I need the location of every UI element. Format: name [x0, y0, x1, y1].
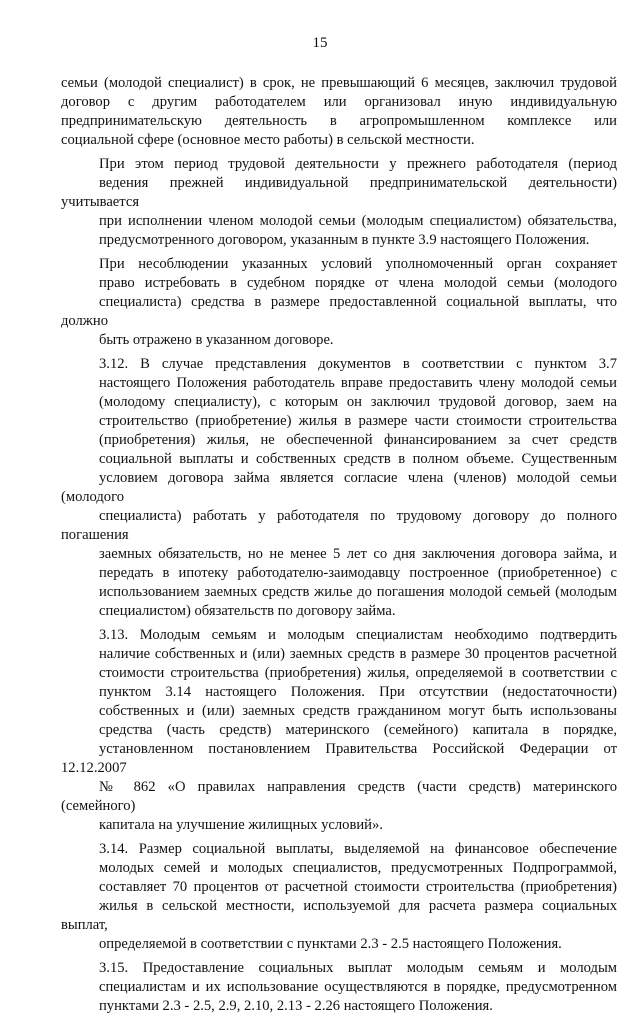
text-line: настоящего Положения работодатель вправе предоставить члену молодой семьи — [99, 375, 617, 391]
text-line: предпринимательскую деятельность в агропромышленном комплексе или — [61, 113, 617, 129]
text-line: установленном постановлением Правительства Российской Федерации от 12.12.2007 — [61, 741, 617, 776]
text-line: специалиста) работать у работодателя по трудовому договору до полного погашения — [61, 508, 617, 543]
text-line: социальной сфере (основное место работы) в сельской местности. — [61, 132, 475, 148]
text-line: специалиста) средства в размере предоставленной социальной выплаты, что должно — [61, 294, 617, 329]
text-line: При несоблюдении указанных условий уполномоченный орган сохраняет — [99, 256, 617, 272]
text-line: 3.13. Молодым семьям и молодым специалистам необходимо подтвердить — [99, 627, 617, 643]
text-line: капитала на улучшение жилищных условий». — [99, 817, 383, 833]
text-line: (приобретения) жилья, не обеспеченной финансированием за счет средств — [99, 432, 617, 448]
text-line: пунктами 2.3 - 2.5, 2.9, 2.10, 2.13 - 2.26 настоящего Положения. — [99, 998, 493, 1014]
text-line: № 862 «О правилах направления средств (части средств) материнского (семейного) — [61, 779, 617, 814]
text-line: заемных обязательств, но не менее 5 лет со дня заключения договора займа, и — [99, 546, 617, 562]
text-line: молодых семей и молодых специалистов, предусмотренных Подпрограммой, — [99, 860, 617, 876]
document-body — [61, 74, 617, 1021]
paragraph-p3-13 — [61, 626, 617, 835]
text-line: 3.12. В случае представления документов в соответствии с пунктом 3.7 — [99, 356, 617, 372]
paragraph-non-compliance — [61, 255, 617, 350]
text-line: пунктом 3.14 настоящего Положения. При отсутствии (недостаточности) — [99, 684, 617, 700]
text-line: условием договора займа является согласие члена (членов) молодой семьи (молодого — [61, 470, 617, 505]
text-line: средства (часть средств) материнского (семейного) капитала в порядке, — [99, 722, 617, 738]
text-line: семьи (молодой специалист) в срок, не превышающий 6 месяцев, заключил трудовой — [61, 75, 617, 91]
paragraph-continuation — [61, 74, 617, 150]
text-line: ведения прежней индивидуальной предпринимательской деятельности) учитывается — [61, 175, 617, 210]
text-line: договор с другим работодателем или организовал иную индивидуальную — [61, 94, 617, 110]
paragraph-p3-15 — [61, 959, 617, 1016]
text-line: при исполнении членом молодой семьи (молодым специалистом) обязательства, — [99, 213, 617, 229]
paragraph-p3-14 — [61, 840, 617, 954]
text-line: определяемой в соответствии с пунктами 2.3 - 2.5 настоящего Положения. — [99, 936, 562, 952]
paragraph-p3-12 — [61, 355, 617, 621]
text-line: собственных и (или) заемных средств гражданином могут быть использованы — [99, 703, 617, 719]
text-line: строительство (приобретение) жилья в размере части стоимости строительства — [99, 413, 617, 429]
text-line: использованием заемных средств жилье до погашения молодой семьей (молодым — [99, 584, 617, 600]
text-line: предусмотренного договором, указанным в пункте 3.9 настоящего Положения. — [99, 232, 590, 248]
text-line: быть отражено в указанном договоре. — [99, 332, 334, 348]
text-line: 3.15. Предоставление социальных выплат молодым семьям и молодым — [99, 960, 617, 976]
text-line: наличие собственных и (или) заемных средств в размере 30 процентов расчетной — [99, 646, 617, 662]
text-line: составляет 70 процентов от расчетной стоимости строительства (приобретения) — [99, 879, 617, 895]
paragraph-labor-period — [61, 155, 617, 250]
text-line: социальной выплаты и собственных средств в полном объеме. Существенным — [99, 451, 617, 467]
text-line: стоимости строительства (приобретения) жилья, определяемой в соответствии с — [99, 665, 617, 681]
text-line: право истребовать в судебном порядке от члена молодой семьи (молодого — [99, 275, 617, 291]
text-line: (молодому специалисту), с которым он заключил трудовой договор, заем на — [99, 394, 617, 410]
text-line: жилья в сельской местности, используемой для расчета размера социальных выплат, — [61, 898, 617, 933]
text-line: специалистам и их использование осуществляются в порядке, предусмотренном — [99, 979, 617, 995]
text-line: При этом период трудовой деятельности у прежнего работодателя (период — [99, 156, 617, 172]
text-line: 3.14. Размер социальной выплаты, выделяемой на финансовое обеспечение — [99, 841, 617, 857]
text-line: передать в ипотеку работодателю-заимодавцу построенное (приобретенное) с — [99, 565, 617, 581]
text-line: специалистом) обязательств по договору займа. — [99, 603, 396, 619]
page-number: 15 — [312, 35, 328, 51]
